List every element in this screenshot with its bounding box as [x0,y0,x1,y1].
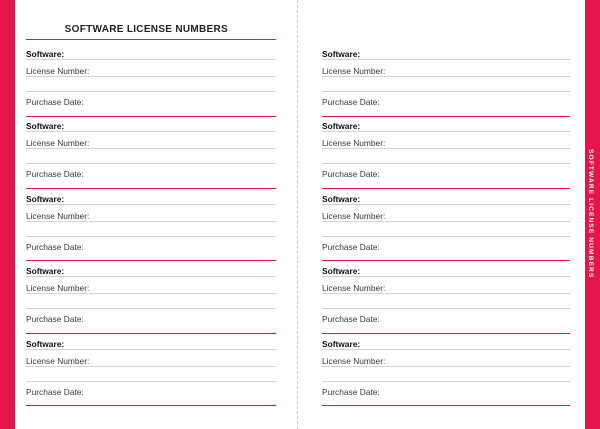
license-number-line[interactable] [26,293,276,294]
entry-divider [26,188,276,189]
license-number-line-2[interactable] [322,381,570,382]
license-entry-1 [26,46,276,118]
left-entries [26,46,276,408]
license-entry-2 [26,118,276,190]
license-number-label: License Number: [26,66,90,76]
software-line[interactable] [26,276,276,277]
software-label: Software: [322,193,361,204]
license-entry-3 [26,191,276,263]
license-number-label: License Number: [26,210,90,221]
license-number-label: License Number: [322,66,386,76]
license-number-line-2[interactable] [322,163,570,164]
software-label: Software: [26,193,65,204]
entry-divider [322,405,570,406]
purchase-date-label: Purchase Date: [322,386,380,397]
license-number-line-2[interactable] [26,381,276,382]
purchase-date-label: Purchase Date: [26,386,84,397]
software-line[interactable] [322,59,570,60]
left-binding-strip [0,0,15,429]
software-line[interactable] [26,59,276,60]
left-page [26,0,276,429]
license-number-line[interactable] [26,366,276,367]
license-entry-4 [322,263,570,335]
license-number-line[interactable] [26,76,276,77]
license-number-line[interactable] [322,221,570,222]
entry-divider [322,333,570,334]
page-title: SOFTWARE LICENSE NUMBERS [26,24,276,40]
purchase-date-label: Purchase Date: [322,241,380,252]
purchase-date-label: Purchase Date: [322,169,380,180]
entry-divider [322,188,570,189]
software-line[interactable] [322,276,570,277]
license-entry-1 [322,46,570,118]
license-number-label: License Number: [322,138,386,149]
license-number-label: License Number: [26,283,90,294]
license-number-line-2[interactable] [322,91,570,92]
license-number-line-2[interactable] [322,236,570,237]
software-label: Software: [26,121,65,132]
purchase-date-label: Purchase Date: [26,169,84,180]
entry-divider [26,333,276,334]
license-number-line[interactable] [322,76,570,77]
license-number-line-2[interactable] [26,163,276,164]
software-label: Software: [26,266,65,277]
license-number-line[interactable] [322,148,570,149]
license-number-label: License Number: [322,355,386,366]
entry-divider [26,260,276,261]
entry-divider [26,405,276,406]
right-entries [322,46,570,408]
purchase-date-label: Purchase Date: [322,314,380,325]
purchase-date-label: Purchase Date: [26,97,84,107]
license-number-line-2[interactable] [26,236,276,237]
license-number-line[interactable] [26,221,276,222]
software-line[interactable] [26,349,276,350]
software-line[interactable] [26,131,276,132]
license-number-label: License Number: [26,355,90,366]
book-spine-divider [297,0,299,429]
software-line[interactable] [26,204,276,205]
purchase-date-label: Purchase Date: [26,314,84,325]
software-line[interactable] [322,349,570,350]
software-label: Software: [26,49,65,59]
software-label: Software: [322,121,361,132]
software-label: Software: [322,49,361,59]
software-line[interactable] [322,131,570,132]
license-number-line-2[interactable] [26,308,276,309]
purchase-date-label: Purchase Date: [26,241,84,252]
entry-divider [322,116,570,117]
entry-divider [26,116,276,117]
license-number-label: License Number: [322,210,386,221]
software-label: Software: [26,338,65,349]
license-entry-4 [26,263,276,335]
software-label: Software: [322,338,361,349]
license-number-line-2[interactable] [322,308,570,309]
license-number-label: License Number: [322,283,386,294]
right-page [322,0,570,429]
purchase-date-label: Purchase Date: [322,97,380,107]
side-tab-label: SOFTWARE LICENSE NUMBERS [587,149,594,279]
license-entry-2 [322,118,570,190]
license-number-line[interactable] [26,148,276,149]
license-number-line-2[interactable] [26,91,276,92]
license-number-line[interactable] [322,366,570,367]
software-line[interactable] [322,204,570,205]
license-number-label: License Number: [26,138,90,149]
license-number-line[interactable] [322,293,570,294]
software-label: Software: [322,266,361,277]
license-entry-3 [322,191,570,263]
license-entry-5 [322,336,570,408]
entry-divider [322,260,570,261]
license-entry-5 [26,336,276,408]
